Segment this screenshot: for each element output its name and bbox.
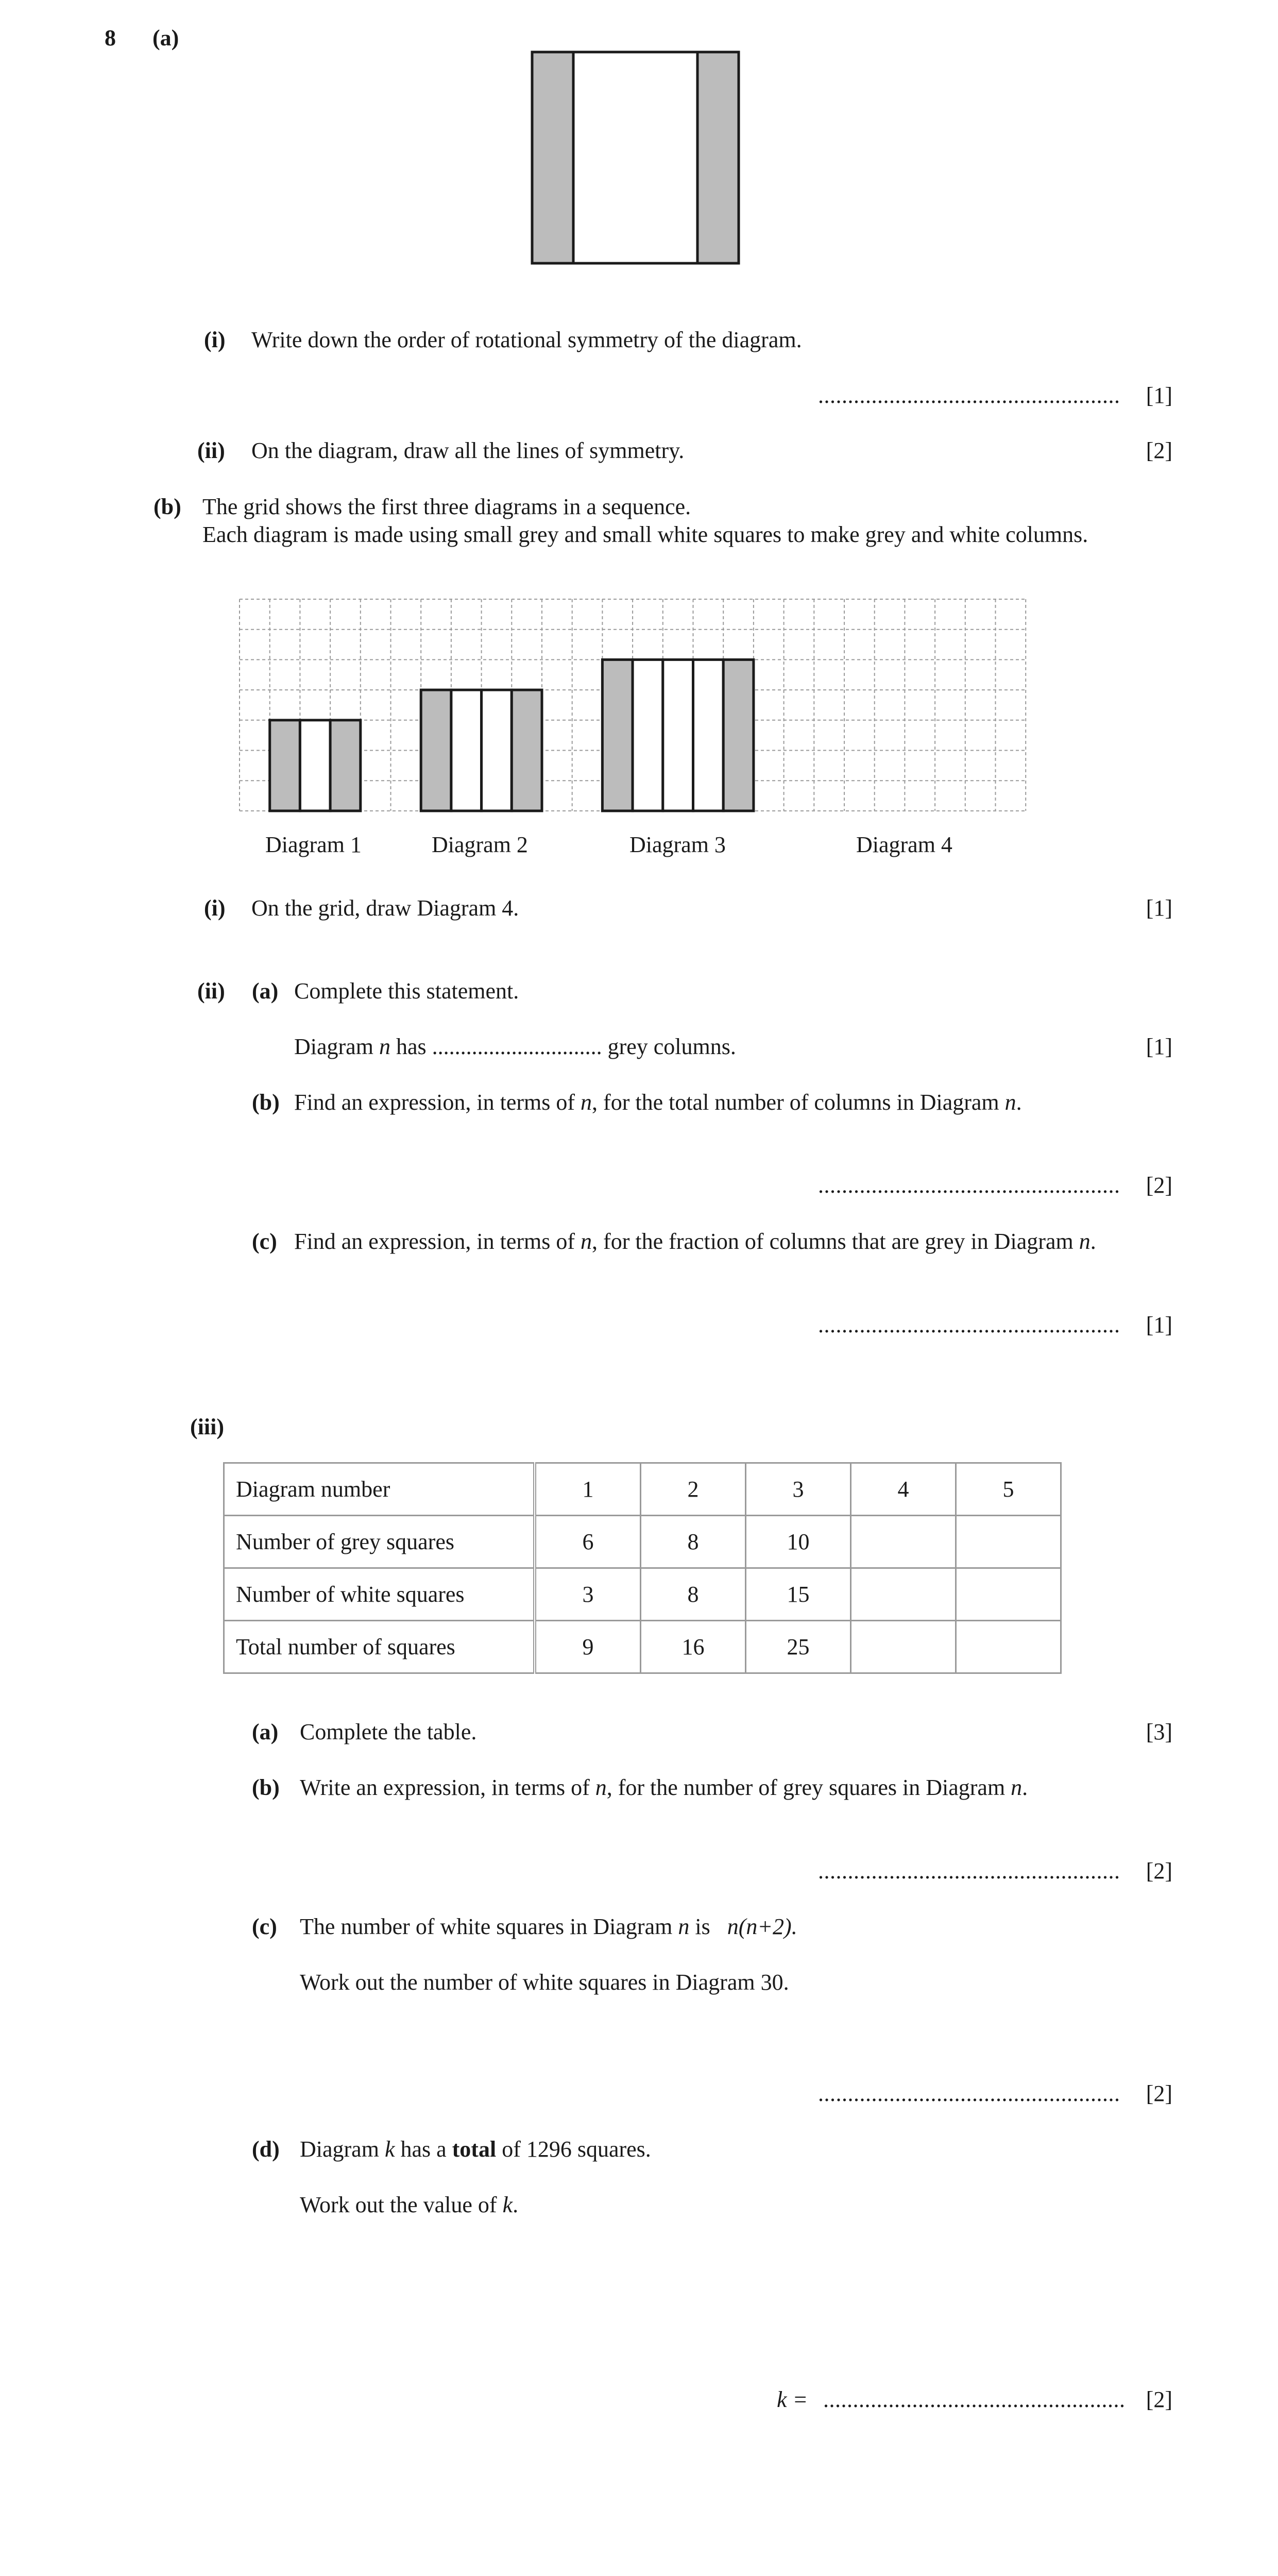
- part-b-iii-c-answer-line[interactable]: ...................................................: [818, 2081, 1120, 2106]
- question-number: 8: [105, 25, 116, 50]
- table-cell: 25: [746, 1621, 851, 1673]
- part-b-ii-a-label: (a): [252, 978, 279, 1004]
- table-answer-cell[interactable]: [851, 1621, 956, 1673]
- part-b-i-marks: [1]: [1146, 895, 1172, 921]
- part-b-ii-b-label: (b): [252, 1090, 280, 1115]
- part-a-label: (a): [152, 25, 179, 50]
- table-row: [224, 1568, 1061, 1621]
- table-answer-cell[interactable]: [956, 1516, 1061, 1568]
- diagram-1-label: Diagram 1: [265, 832, 362, 857]
- table-cell: 10: [746, 1516, 851, 1568]
- diagram-2-grey-column: [512, 690, 542, 811]
- part-a-i-text: Write down the order of rotational symmetry of the diagram.: [251, 327, 802, 352]
- table-row: [224, 1621, 1061, 1673]
- diagram-1-grey-column: [270, 720, 300, 811]
- part-b-iii-c-label: (c): [252, 1914, 277, 1939]
- table-header-cell: 3: [746, 1463, 851, 1516]
- part-b-iii-b-text: Write an expression, in terms of n, for the number of grey squares in Diagram n.: [300, 1775, 1028, 1800]
- sequence-table: [223, 1462, 1062, 1674]
- part-b-ii-c-marks: [1]: [1146, 1312, 1172, 1337]
- diagram-2-white-column: [451, 690, 482, 811]
- table-cell: Total number of squares: [224, 1621, 535, 1673]
- part-b-iii-a-marks: [3]: [1146, 1719, 1172, 1744]
- table-header-cell: 4: [851, 1463, 956, 1516]
- table-cell: 8: [641, 1516, 746, 1568]
- table-row: [224, 1516, 1061, 1568]
- part-b-intro-2: Each diagram is made using small grey and small white squares to make grey and white columns.: [202, 522, 1088, 547]
- part-b-ii-c-text: Find an expression, in terms of n, for the fraction of columns that are grey in Diagram n.: [294, 1229, 1096, 1254]
- table-header-cell: 1: [535, 1463, 641, 1516]
- table-cell: 3: [535, 1568, 641, 1621]
- part-b-iii-d-label: (d): [252, 2137, 280, 2162]
- part-b-iii-d-text: Diagram k has a total of 1296 squares.: [300, 2137, 651, 2162]
- table-header-cell: Diagram number: [224, 1463, 535, 1516]
- table-cell: Number of white squares: [224, 1568, 535, 1621]
- part-b-intro-1: The grid shows the first three diagrams in a sequence.: [202, 494, 691, 519]
- part-b-ii-a-answer-line[interactable]: ..............................: [432, 1034, 602, 1059]
- sequence-diagrams: [270, 659, 754, 811]
- diagram-3-white-column: [663, 659, 693, 811]
- table-answer-cell[interactable]: [851, 1516, 956, 1568]
- table-answer-cell[interactable]: [851, 1568, 956, 1621]
- table-cell: Number of grey squares: [224, 1516, 535, 1568]
- part-b-iii-b-marks: [2]: [1146, 1858, 1172, 1884]
- part-b-ii-c-label: (c): [252, 1229, 277, 1254]
- part-b-ii-a-statement: Diagram n has .............................. grey columns.: [294, 1034, 736, 1059]
- diagram-4-label: Diagram 4: [856, 832, 952, 857]
- part-b-iii-c-marks: [2]: [1146, 2081, 1172, 2106]
- table-cell: 16: [641, 1621, 746, 1673]
- part-b-iii-label: (iii): [190, 1414, 224, 1439]
- part-b-ii-label: (ii): [197, 978, 225, 1004]
- diagram-1-white-column: [300, 720, 330, 811]
- part-b-iii-b-answer-line[interactable]: ...................................................: [818, 1858, 1120, 1884]
- part-b-ii-b-text: Find an expression, in terms of n, for the total number of columns in Diagram n.: [294, 1090, 1022, 1115]
- symmetry-diagram[interactable]: [532, 52, 739, 263]
- table-answer-cell[interactable]: [956, 1621, 1061, 1673]
- table-header-cell: 5: [956, 1463, 1061, 1516]
- white-squares-expression: n(n+2).: [727, 1914, 797, 1939]
- part-b-ii-b-answer-line[interactable]: ...................................................: [818, 1173, 1120, 1198]
- part-b-iii-d-answer-label: k =: [777, 2387, 808, 2412]
- table-row: [224, 1463, 1061, 1516]
- part-b-iii-d-line2: Work out the value of k.: [300, 2192, 519, 2217]
- diagram-3-label: Diagram 3: [629, 832, 726, 857]
- diagram-1-grey-column: [330, 720, 361, 811]
- part-b-iii-c-line2: Work out the number of white squares in Diagram 30.: [300, 1970, 789, 1995]
- part-a-ii-label: (ii): [197, 438, 225, 463]
- table-cell: 6: [535, 1516, 641, 1568]
- diagram-3-white-column: [693, 659, 724, 811]
- part-b-iii-a-label: (a): [252, 1719, 279, 1744]
- part-a-i-marks: [1]: [1146, 383, 1172, 408]
- part-b-iii-d-answer-line[interactable]: ...................................................: [823, 2387, 1126, 2412]
- part-b-ii-a-marks: [1]: [1146, 1034, 1172, 1059]
- diagram-2-label: Diagram 2: [432, 832, 528, 857]
- part-a-i-answer-line[interactable]: ...................................................: [818, 383, 1120, 408]
- part-a-ii-text: On the diagram, draw all the lines of symmetry.: [251, 438, 685, 463]
- diagram-3-grey-column: [723, 659, 754, 811]
- diagram-3-white-column: [633, 659, 663, 811]
- part-b-i-label: (i): [204, 895, 226, 921]
- table-cell: 9: [535, 1621, 641, 1673]
- part-b-ii-a-text: Complete this statement.: [294, 978, 519, 1004]
- table-answer-cell[interactable]: [956, 1568, 1061, 1621]
- part-b-ii-c-answer-line[interactable]: ...................................................: [818, 1312, 1120, 1337]
- table-header-cell: 2: [641, 1463, 746, 1516]
- part-b-iii-c-text: The number of white squares in Diagram n is n(n+2).: [300, 1914, 797, 1939]
- part-a-ii-marks: [2]: [1146, 438, 1172, 463]
- diagram-2-grey-column: [421, 690, 451, 811]
- part-a-i-label: (i): [204, 327, 226, 352]
- table-cell: 15: [746, 1568, 851, 1621]
- part-b-ii-b-marks: [2]: [1146, 1173, 1172, 1198]
- part-b-label: (b): [154, 494, 181, 519]
- part-b-iii-d-marks: [2]: [1146, 2387, 1172, 2412]
- diagram-3-grey-column: [602, 659, 633, 811]
- part-b-iii-b-label: (b): [252, 1775, 280, 1800]
- part-b-iii-a-text: Complete the table.: [300, 1719, 477, 1744]
- part-b-i-text: On the grid, draw Diagram 4.: [251, 895, 519, 921]
- table-cell: 8: [641, 1568, 746, 1621]
- diagram-2-white-column: [482, 690, 512, 811]
